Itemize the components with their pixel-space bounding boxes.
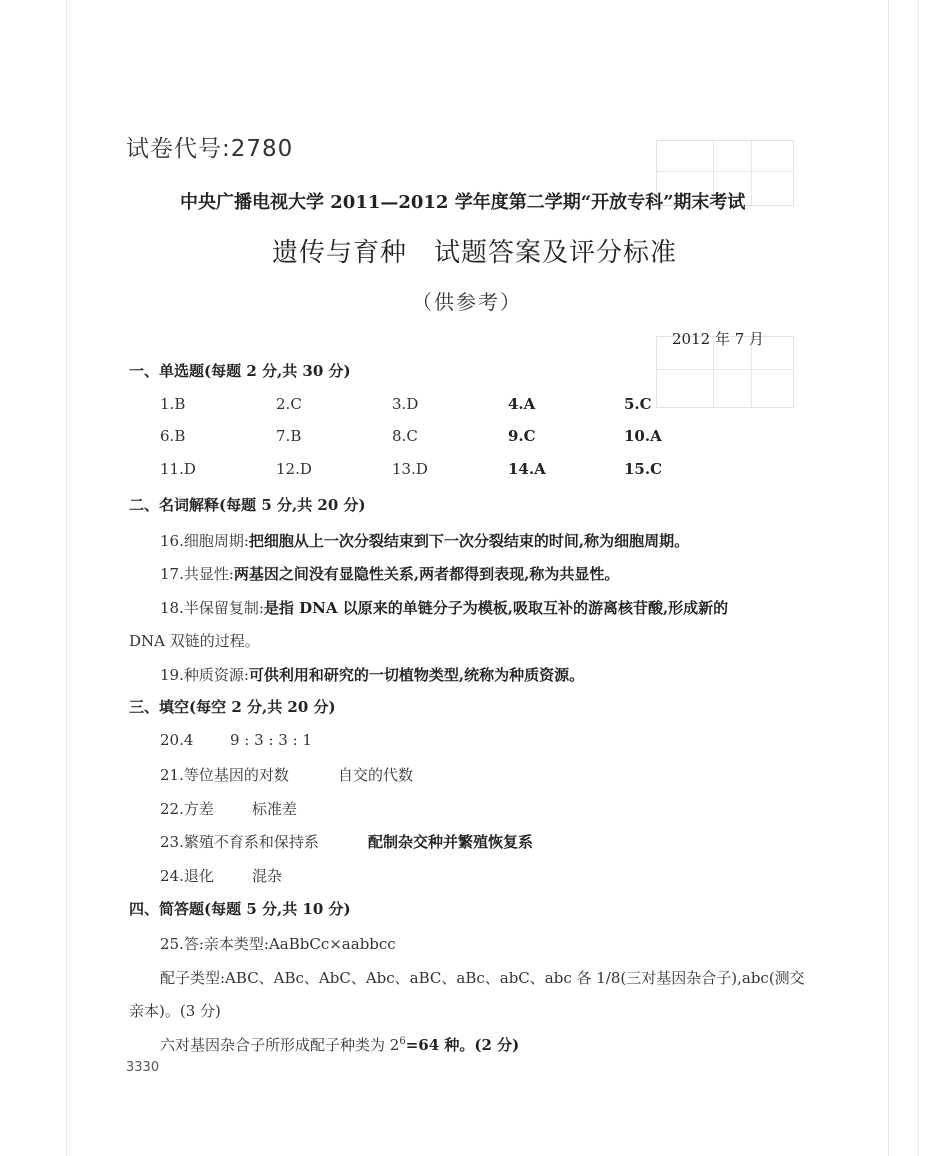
scan-edge-right: [888, 0, 889, 1156]
answer-item-2: 2.C: [276, 395, 302, 413]
page-title: 遗传与育种 试题答案及评分标准: [272, 238, 678, 268]
reference-note: （供参考）: [412, 290, 522, 314]
exam-title: 中央广播电视大学 2011—2012 学年度第二学期“开放专科”期末考试: [180, 192, 746, 213]
answer-item-4: 4.A: [508, 395, 536, 413]
term-item-18: 18.半保留复制:是指 DNA 以原来的单链分子为模板,吸取互补的游离核苷酸,形成新的: [160, 599, 729, 617]
answer-item-3: 3.D: [392, 395, 419, 413]
answer-item-5: 5.C: [624, 395, 652, 413]
section-title-fill-blank: 三、填空(每空 2 分,共 20 分): [129, 698, 336, 716]
short-answer-25-line2: 配子类型:ABC、ABc、AbC、Abc、aBC、aBc、abC、abc 各 1/8(三对基因杂合子),abc(测交: [160, 969, 805, 987]
blank-item-21-a: 21.等位基因的对数: [160, 766, 289, 784]
answer-item-13: 13.D: [392, 460, 428, 478]
term-item-17: 17.共显性:两基因之间没有显隐性关系,两者都得到表现,称为共显性。: [160, 565, 620, 583]
term-item-19: 19.种质资源:可供利用和研究的一切植物类型,统称为种质资源。: [160, 666, 585, 684]
answer-item-1: 1.B: [160, 395, 186, 413]
answer-item-15: 15.C: [624, 460, 663, 478]
blank-item-21-b: 自交的代数: [338, 766, 414, 784]
blank-item-24-a: 24.退化: [160, 867, 214, 885]
answer-item-10: 10.A: [624, 427, 662, 445]
answer-item-11: 11.D: [160, 460, 196, 478]
answer-item-7: 7.B: [276, 427, 302, 445]
scan-edge-left: [66, 0, 67, 1156]
term-item-16: 16.细胞周期:把细胞从上一次分裂结束到下一次分裂结束的时间,称为细胞周期。: [160, 532, 690, 550]
blank-item-23-b: 配制杂交种并繁殖恢复系: [368, 833, 534, 851]
scan-edge-right-outer: [918, 0, 919, 1156]
blank-item-24-b: 混杂: [252, 867, 283, 885]
answer-item-14: 14.A: [508, 460, 546, 478]
short-answer-25-line3: 亲本)。(3 分): [129, 1002, 221, 1020]
paper-code: 试卷代号:2780: [126, 136, 294, 162]
page-number: 3330: [126, 1060, 160, 1075]
blank-item-23-a: 23.繁殖不育系和保持系: [160, 833, 319, 851]
blank-item-20-b: 9 : 3 : 3 : 1: [230, 731, 312, 749]
section-title-term-explanation: 二、名词解释(每题 5 分,共 20 分): [129, 496, 366, 514]
answer-item-9: 9.C: [508, 427, 536, 445]
term-item-18-continuation: DNA 双链的过程。: [129, 632, 260, 650]
section-title-single-choice: 一、单选题(每题 2 分,共 30 分): [129, 362, 351, 380]
blank-item-20-a: 20.4: [160, 731, 194, 749]
section-title-short-answer: 四、简答题(每题 5 分,共 10 分): [129, 900, 351, 918]
blank-item-22-b: 标准差: [252, 800, 298, 818]
blank-item-22-a: 22.方差: [160, 800, 214, 818]
short-answer-25-line1: 25.答:亲本类型:AaBbCc×aabbcc: [160, 935, 396, 953]
exam-date: 2012 年 7 月: [672, 330, 765, 348]
answer-item-8: 8.C: [392, 427, 418, 445]
short-answer-25-line4: 六对基因杂合子所形成配子种类为 $2^6=64$ 种。(2 分): [160, 1036, 520, 1054]
answer-item-12: 12.D: [276, 460, 312, 478]
answer-item-6: 6.B: [160, 427, 186, 445]
